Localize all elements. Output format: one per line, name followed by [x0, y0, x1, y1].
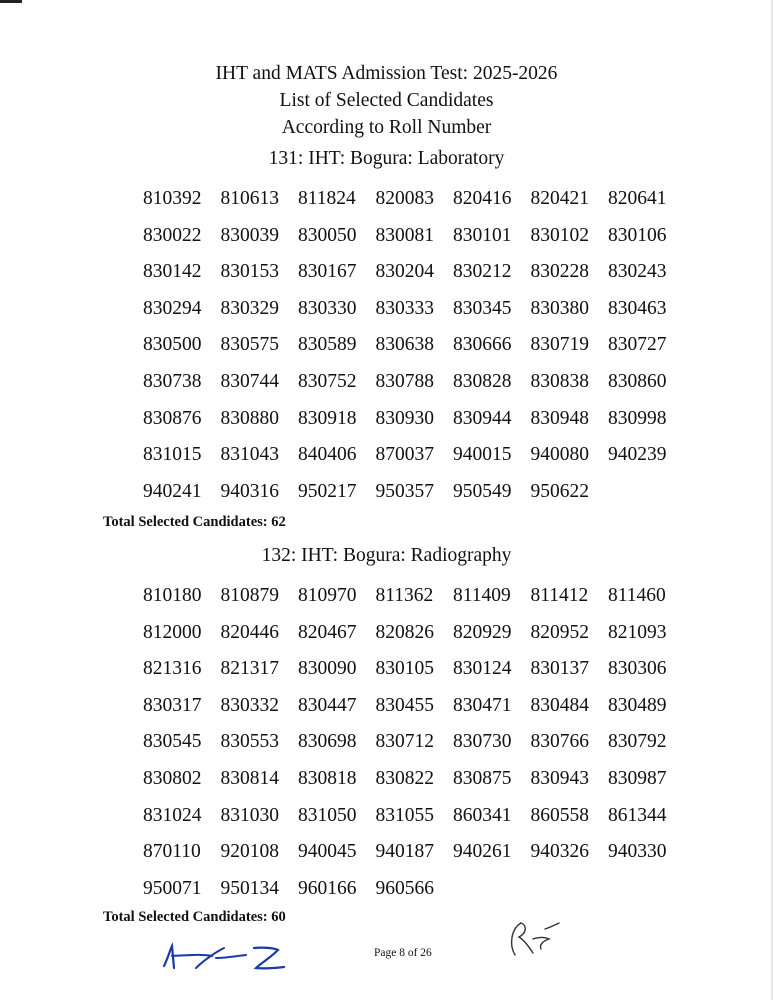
roll-number: 830153	[220, 261, 279, 283]
roll-number: 940015	[453, 444, 512, 466]
roll-number: 830698	[298, 731, 357, 753]
roll-number: 821317	[220, 658, 279, 680]
roll-number: 831015	[143, 444, 202, 466]
roll-number: 830204	[375, 261, 434, 283]
roll-number: 830330	[298, 297, 357, 319]
roll-number: 830333	[375, 297, 434, 319]
roll-number: 840406	[298, 444, 357, 466]
roll-number: 820641	[608, 188, 667, 209]
roll-number: 830752	[298, 370, 357, 392]
initials-right	[505, 915, 565, 967]
roll-number: 830838	[530, 370, 589, 392]
roll-number: 812000	[143, 621, 202, 643]
roll-number: 830875	[453, 767, 512, 789]
roll-number: 830106	[608, 224, 667, 246]
roll-number: 830766	[530, 731, 589, 753]
roll-number: 811460	[608, 585, 666, 606]
roll-number: 811824	[298, 188, 356, 209]
scan-mark	[0, 0, 22, 3]
roll-number: 830828	[453, 370, 512, 392]
roll-number: 940045	[298, 841, 357, 863]
roll-number: 830814	[220, 767, 279, 789]
roll-number: 830243	[608, 261, 667, 283]
roll-grid-radiography	[143, 578, 686, 907]
roll-number: 940261	[453, 841, 512, 863]
roll-number: 820083	[375, 188, 434, 209]
roll-number: 940080	[530, 444, 589, 466]
roll-number: 830294	[143, 297, 202, 319]
roll-number: 830489	[608, 694, 667, 716]
roll-number: 830329	[220, 297, 279, 319]
roll-number: 830589	[298, 334, 357, 356]
roll-number: 830167	[298, 261, 357, 283]
roll-number: 821316	[143, 658, 202, 680]
roll-number: 830719	[530, 334, 589, 356]
roll-number: 820446	[220, 621, 279, 643]
roll-number: 830317	[143, 694, 202, 716]
roll-number: 830142	[143, 261, 202, 283]
roll-number: 950357	[375, 480, 434, 502]
roll-number: 820421	[530, 188, 589, 209]
roll-number: 810970	[298, 585, 357, 606]
roll-number: 870037	[375, 444, 434, 466]
roll-number: 940316	[220, 480, 279, 502]
roll-number: 831024	[143, 804, 202, 826]
roll-number: 830050	[298, 224, 357, 246]
roll-number: 830545	[143, 731, 202, 753]
roll-number: 830380	[530, 297, 589, 319]
roll-number: 830666	[453, 334, 512, 356]
roll-number: 811362	[375, 585, 434, 606]
roll-number: 940330	[608, 841, 667, 863]
roll-number: 830788	[375, 370, 434, 392]
roll-number: 830228	[530, 261, 589, 283]
roll-number: 950134	[220, 877, 279, 899]
roll-number: 870110	[143, 841, 201, 863]
roll-number: 831043	[220, 444, 279, 466]
roll-number: 830463	[608, 297, 667, 319]
roll-number: 830124	[453, 658, 512, 680]
roll-number: 810613	[220, 188, 279, 209]
roll-number: 950622	[530, 480, 589, 502]
roll-number: 920108	[220, 841, 279, 863]
roll-number: 830730	[453, 731, 512, 753]
roll-number: 830306	[608, 658, 667, 680]
roll-number: 830727	[608, 334, 667, 356]
roll-number: 830081	[375, 224, 434, 246]
roll-number: 821093	[608, 621, 667, 643]
roll-number: 861344	[608, 804, 667, 826]
section-title-laboratory: 131: IHT: Bogura: Laboratory	[268, 148, 505, 169]
roll-number: 830471	[453, 694, 512, 716]
roll-number: 830137	[530, 658, 589, 680]
roll-number: 830212	[453, 261, 512, 283]
roll-number: 830792	[608, 731, 667, 753]
total-selected-laboratory: Total Selected Candidates: 62	[103, 514, 286, 530]
signature-left	[160, 938, 290, 978]
roll-number: 830802	[143, 767, 202, 789]
roll-number: 830738	[143, 370, 202, 392]
roll-number: 860558	[530, 804, 589, 826]
roll-number: 950071	[143, 877, 202, 899]
header-sort-note: According to Roll Number	[281, 117, 492, 138]
roll-number: 830822	[375, 767, 434, 789]
roll-number: 830998	[608, 407, 667, 429]
roll-number: 830455	[375, 694, 434, 716]
roll-number: 830818	[298, 767, 357, 789]
roll-number: 830944	[453, 407, 512, 429]
roll-number: 830860	[608, 370, 667, 392]
roll-number: 960566	[375, 877, 434, 899]
roll-number: 940239	[608, 444, 667, 466]
roll-number: 830039	[220, 224, 279, 246]
roll-number: 831030	[220, 804, 279, 826]
roll-number: 830447	[298, 694, 357, 716]
roll-number: 811412	[530, 585, 589, 606]
page-number: Page 8 of 26	[374, 947, 432, 959]
roll-number: 830930	[375, 407, 434, 429]
header-title: IHT and MATS Admission Test: 2025-2026	[215, 63, 558, 84]
header-subtitle: List of Selected Candidates	[279, 90, 494, 111]
roll-number: 830880	[220, 407, 279, 429]
roll-number: 830105	[375, 658, 434, 680]
roll-number: 830918	[298, 407, 357, 429]
document-header	[0, 60, 773, 141]
roll-number: 830712	[375, 731, 434, 753]
roll-number: 820416	[453, 188, 512, 209]
roll-number: 830101	[453, 224, 512, 246]
roll-number: 810392	[143, 188, 202, 209]
total-selected-radiography: Total Selected Candidates: 60	[103, 909, 286, 925]
roll-number: 950217	[298, 480, 357, 502]
roll-number: 860341	[453, 804, 512, 826]
section-title-radiography: 132: IHT: Bogura: Radiography	[261, 545, 512, 566]
roll-grid-laboratory	[143, 181, 686, 510]
roll-number: 830484	[530, 694, 589, 716]
roll-number: 830948	[530, 407, 589, 429]
roll-number: 811409	[453, 585, 511, 606]
roll-number: 950549	[453, 480, 512, 502]
roll-number: 831055	[375, 804, 434, 826]
roll-number: 830638	[375, 334, 434, 356]
roll-number: 820952	[530, 621, 589, 643]
roll-number: 820929	[453, 621, 512, 643]
roll-number: 810180	[143, 585, 202, 606]
roll-number: 830575	[220, 334, 279, 356]
roll-number: 810879	[220, 585, 279, 606]
roll-number: 830022	[143, 224, 202, 246]
roll-number: 830987	[608, 767, 667, 789]
roll-number: 940326	[530, 841, 589, 863]
roll-number: 830876	[143, 407, 202, 429]
roll-number: 830332	[220, 694, 279, 716]
roll-number: 830345	[453, 297, 512, 319]
roll-number: 830744	[220, 370, 279, 392]
roll-number: 940241	[143, 480, 202, 502]
roll-number: 830943	[530, 767, 589, 789]
roll-number: 830102	[530, 224, 589, 246]
roll-number: 830500	[143, 334, 202, 356]
roll-number: 940187	[375, 841, 434, 863]
roll-number: 960166	[298, 877, 357, 899]
roll-number: 820467	[298, 621, 357, 643]
roll-number: 830553	[220, 731, 279, 753]
roll-number: 820826	[375, 621, 434, 643]
roll-number: 830090	[298, 658, 357, 680]
roll-number: 831050	[298, 804, 357, 826]
